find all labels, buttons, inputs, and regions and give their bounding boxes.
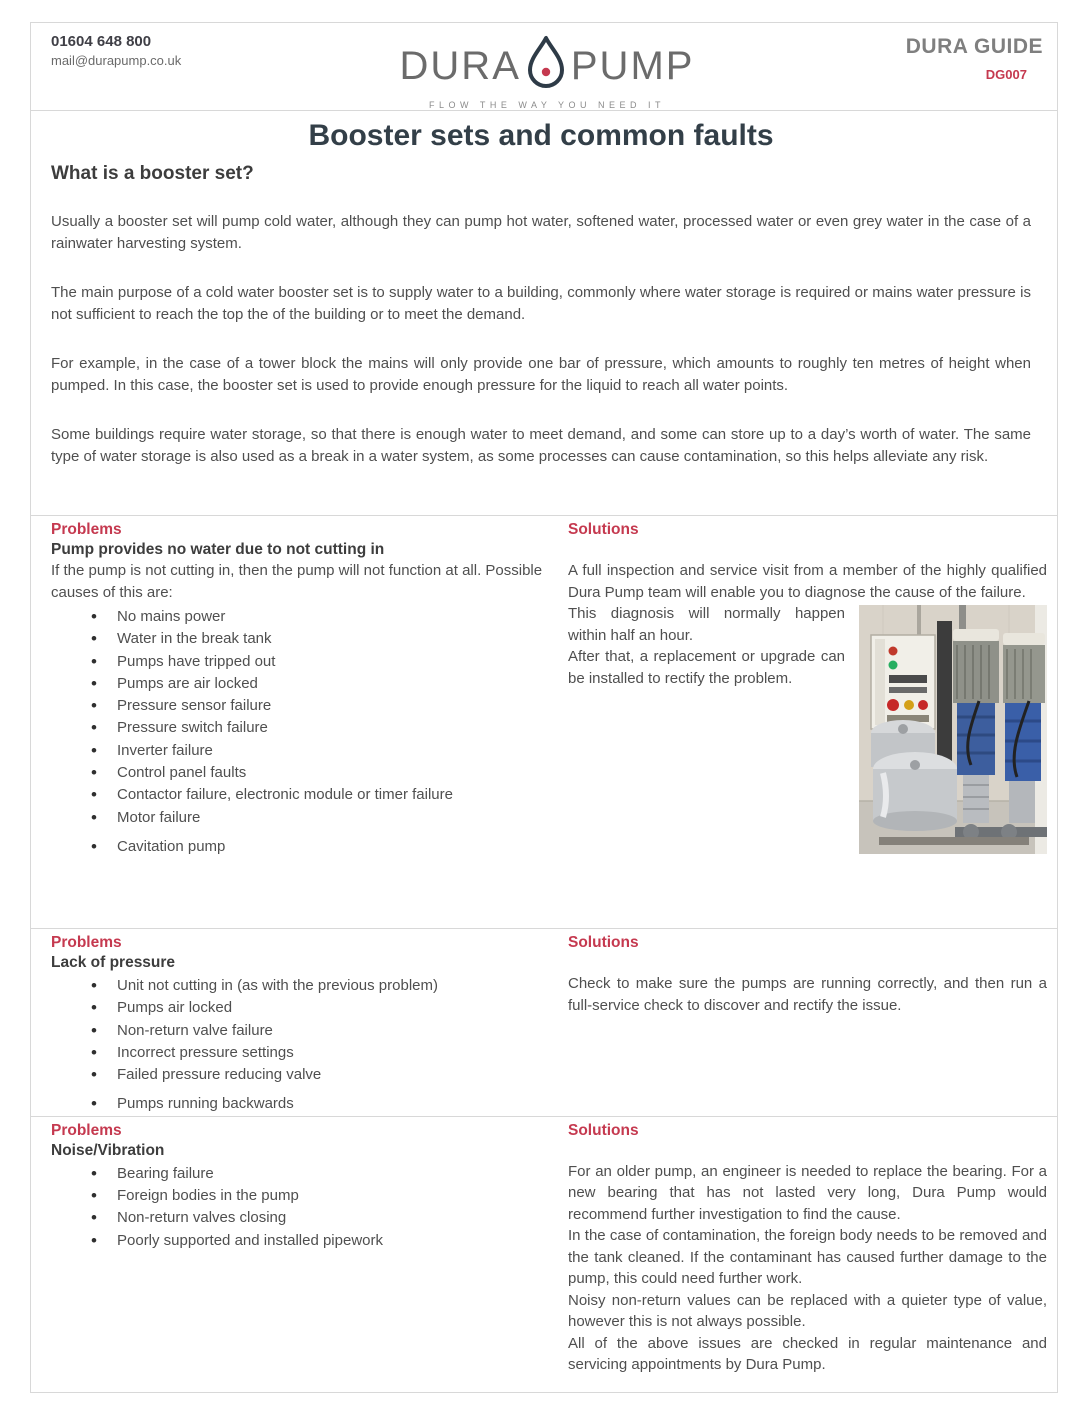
- bullet-item: • Pumps running backwards: [51, 1093, 568, 1115]
- bullet-item: • Motor failure: [51, 807, 568, 829]
- guide-block: [743, 33, 1043, 110]
- solution-paragraph: Check to make sure the pumps are running correctly, and then run a full-service check to discover and rectify the issue.: [568, 975, 1047, 1014]
- solutions-column: [568, 1122, 1047, 1376]
- droplet-icon: [525, 35, 567, 96]
- bullet-item: • Inverter failure: [51, 740, 568, 762]
- solution-paragraph: Noisy non-return values can be replaced with a quieter type of value, however this is not always possible.: [568, 1291, 1047, 1331]
- intro-section: [30, 110, 1058, 516]
- problem-bullet-list: [51, 1163, 568, 1252]
- fault-section-no-water: [30, 515, 1058, 929]
- bullet-item: • Cavitation pump: [51, 836, 568, 858]
- bullet-item: • Bearing failure: [51, 1163, 568, 1185]
- booster-set-photo: [859, 605, 1047, 854]
- fault-section-lack-of-pressure: [30, 928, 1058, 1117]
- bullet-item: • Pumps have tripped out: [51, 651, 568, 673]
- solutions-heading: Solutions: [568, 934, 639, 951]
- problems-column: [51, 934, 568, 1116]
- page-title: Booster sets and common faults: [308, 119, 774, 152]
- solution-body: [568, 973, 1047, 1016]
- bullet-item: • Pumps air locked: [51, 997, 568, 1019]
- phone-number: 01604 648 800: [51, 33, 152, 50]
- solution-paragraph: This diagnosis will normally happen within half an hour.: [568, 605, 845, 644]
- intro-paragraph: Usually a booster set will pump cold water, although they can pump hot water, softened water, processed water or even grey water in the case of a rainwater harvesting system.: [51, 213, 1031, 252]
- problems-heading: Problems: [51, 934, 122, 951]
- solution-paragraph: A full inspection and service visit from a member of the highly qualified Dura Pump team will enable you to diagnose the cause of the failure.: [568, 562, 1047, 601]
- bullet-item: • Unit not cutting in (as with the previous problem): [51, 975, 568, 997]
- intro-paragraph: The main purpose of a cold water booster set is to supply water to a building, commonly where water storage is required or mains water pressure is not sufficient to reach the top the of the building or to meet the demand.: [51, 284, 1031, 323]
- page-header: [30, 22, 1058, 111]
- bullet-item: • No mains power: [51, 606, 568, 628]
- solution-paragraph: For an older pump, an engineer is needed to replace the bearing. For a new bearing that has not lasted very long, Dura Pump would recommend further investigation to find the cause.: [568, 1162, 1047, 1223]
- intro-paragraphs: [51, 211, 1031, 467]
- intro-paragraph: Some buildings require water storage, so that there is enough water to meet demand, and some can store up to a day’s worth of water. The same type of water storage is also used as a break in a water system, as some processes can cause contamination, so this helps alleviate any risk.: [51, 426, 1031, 465]
- bullet-item: • Non-return valves closing: [51, 1207, 568, 1229]
- brand-word-pump: PUMP: [570, 43, 695, 88]
- brand-tagline: FLOW THE WAY YOU NEED IT: [428, 100, 666, 110]
- problem-bullet-list: [51, 975, 568, 1116]
- solution-paragraph: After that, a replacement or upgrade can be installed to rectify the problem.: [568, 648, 845, 687]
- solutions-column: [568, 521, 1047, 858]
- solutions-heading: Solutions: [568, 1121, 639, 1139]
- brand-logo: [351, 33, 743, 110]
- intro-subtitle: What is a booster set?: [51, 163, 254, 184]
- solutions-column: [568, 934, 1047, 1016]
- bullet-item: • Control panel faults: [51, 762, 568, 784]
- bullet-item: • Foreign bodies in the pump: [51, 1185, 568, 1207]
- problem-title: Noise/Vibration: [51, 1141, 165, 1159]
- solution-body: [568, 560, 1047, 689]
- problems-heading: Problems: [51, 1121, 122, 1139]
- intro-paragraph: For example, in the case of a tower block the mains will only provide one bar of pressure, which amounts to roughly ten metres of height when pumped. In this case, the booster set is used to provide enough pressure for the liquid to reach all water points.: [51, 355, 1031, 394]
- bullet-item: • Pressure sensor failure: [51, 695, 568, 717]
- bullet-item: • Pressure switch failure: [51, 717, 568, 739]
- solutions-heading: Solutions: [568, 521, 639, 538]
- problem-title: Pump provides no water due to not cutting in: [51, 541, 385, 558]
- bullet-item: • Failed pressure reducing valve: [51, 1064, 568, 1086]
- problem-intro: If the pump is not cutting in, then the pump will not function at all. Possible causes of this are:: [51, 562, 543, 601]
- problems-column: [51, 1122, 568, 1252]
- contact-block: [51, 33, 351, 110]
- fault-section-noise-vibration: [30, 1116, 1058, 1393]
- bullet-item: • Poorly supported and installed pipework: [51, 1230, 568, 1252]
- bullet-item: • Incorrect pressure settings: [51, 1042, 568, 1064]
- problems-heading: Problems: [51, 521, 122, 538]
- solution-paragraph: All of the above issues are checked in regular maintenance and servicing appointments by Dura Pump.: [568, 1334, 1047, 1374]
- guide-label: DURA GUIDE: [905, 35, 1043, 58]
- bullet-item: • Non-return valve failure: [51, 1020, 568, 1042]
- solution-body: [568, 1161, 1047, 1376]
- problem-title: Lack of pressure: [51, 954, 176, 971]
- bullet-item: • Pumps are air locked: [51, 673, 568, 695]
- guide-code: DG007: [985, 67, 1027, 82]
- brand-word-dura: DURA: [399, 43, 521, 88]
- bullet-item: • Water in the break tank: [51, 628, 568, 650]
- problems-column: [51, 521, 568, 858]
- bullet-item: • Contactor failure, electronic module or timer failure: [51, 784, 568, 806]
- problem-bullet-list: [51, 606, 568, 858]
- email-address: mail@durapump.co.uk: [51, 53, 182, 68]
- solution-paragraph: In the case of contamination, the foreign body needs to be removed and the tank cleaned. If the contaminant has caused further damage to the pump, this could need further work.: [568, 1227, 1047, 1288]
